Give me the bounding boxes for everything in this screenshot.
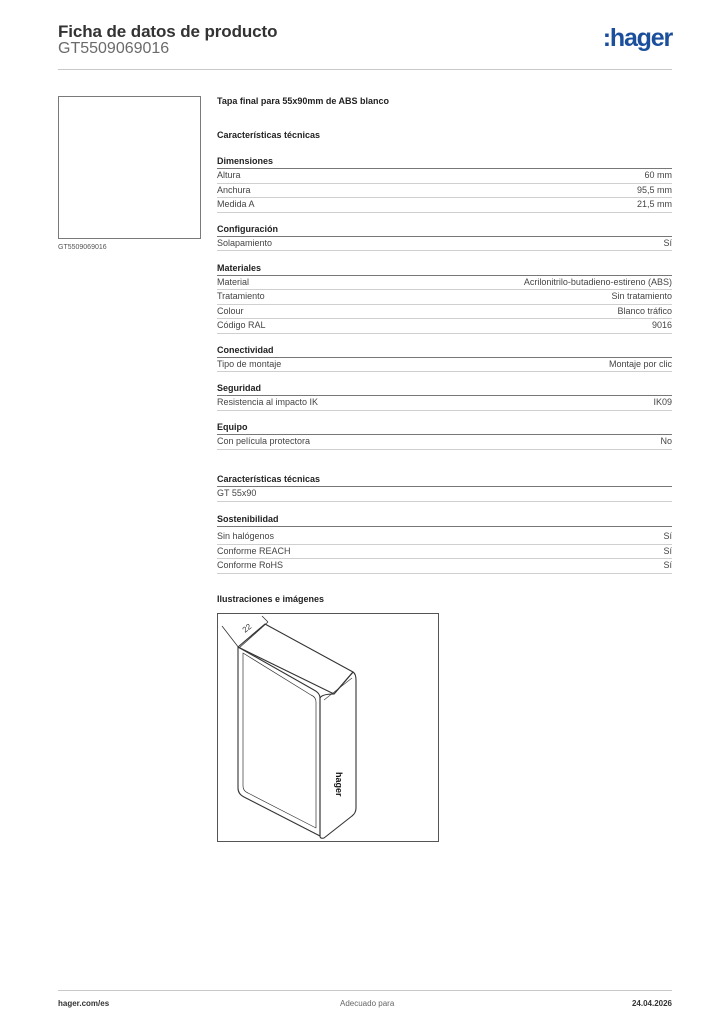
spec-label: Anchura [217,184,251,195]
tech-characteristics-heading: Características técnicas [217,130,321,140]
spec-row [217,237,672,252]
spec-row [217,198,672,213]
footer-date: 24.04.2026 [631,999,672,1008]
spec-label: Altura [217,170,241,180]
footer-suitable: Adecuado para [340,999,395,1008]
spec-row [217,358,672,373]
section-tech-characteristics-title: Características técnicas [217,474,672,487]
spec-label: Tratamiento [217,291,265,301]
spec-row [217,396,672,411]
spec-label: Tipo de montaje [217,358,282,369]
section-seguridad-title: Seguridad [217,383,672,396]
spec-label: Medida A [217,199,255,209]
spec-value: Blanco tráfico [617,305,672,316]
spec-value: 21,5 mm [636,199,672,209]
spec-row [217,184,672,199]
spec-row [217,530,672,545]
spec-value: Sí [663,545,672,556]
spec-value: IK09 [653,397,672,407]
spec-value: Montaje por clic [608,358,672,369]
spec-label: Colour [217,305,244,316]
page-footer [58,990,672,1014]
end-cap-drawing [218,614,440,843]
product-illustration [217,613,439,842]
section-sostenibilidad-title: Sostenibilidad [217,514,672,527]
spec-value: Sí [663,560,672,570]
spec-row [217,319,672,334]
section-dimensiones-title: Dimensiones [217,156,672,169]
spec-label: Conforme RoHS [217,560,284,570]
spec-label: Material [217,276,250,287]
spec-value: Sin tratamiento [611,291,672,301]
spec-label: Resistencia al impacto IK [217,397,319,407]
thumbnail-caption: GT5509069016 [58,244,107,251]
spec-label: Sin halógenos [217,531,275,541]
spec-row [217,276,672,291]
spec-value: Acrilonitrilo-butadieno-estireno (ABS) [523,276,672,287]
page-header [58,20,672,70]
spec-value: Sí [663,237,672,248]
spec-label: Código RAL [217,320,266,330]
spec-value: No [660,436,672,446]
spec-value: Sí [663,531,672,541]
spec-row [217,305,672,320]
section-configuracion-title: Configuración [217,224,672,237]
spec-label: GT 55x90 [217,488,257,498]
spec-value: 9016 [651,320,672,330]
section-equipo-title: Equipo [217,422,672,435]
spec-row [217,435,672,450]
product-description: Tapa final para 55x90mm de ABS blanco [217,96,390,106]
spec-value: 60 mm [644,170,672,180]
footer-website[interactable]: hager.com/es [58,999,110,1008]
spec-row [217,559,672,574]
spec-row [217,290,672,305]
spec-row [217,487,672,502]
hager-logo: :hager [602,24,672,52]
spec-value: 95,5 mm [636,184,672,195]
product-logo-mark: hager [334,772,344,797]
document-title: Ficha de datos de producto [58,22,278,41]
section-materiales-title: Materiales [217,263,672,276]
illustrations-heading: Ilustraciones e imágenes [217,594,325,604]
spec-row [217,545,672,560]
section-conectividad-title: Conectividad [217,345,672,358]
spec-label: Conforme REACH [217,545,291,556]
spec-row [217,169,672,184]
logo-text: hager [609,24,672,52]
spec-label: Con película protectora [217,436,311,446]
spec-label: Solapamiento [217,237,273,248]
dimension-label: 22 [240,622,254,635]
product-thumbnail [58,96,201,239]
product-reference: GT5509069016 [58,40,170,57]
